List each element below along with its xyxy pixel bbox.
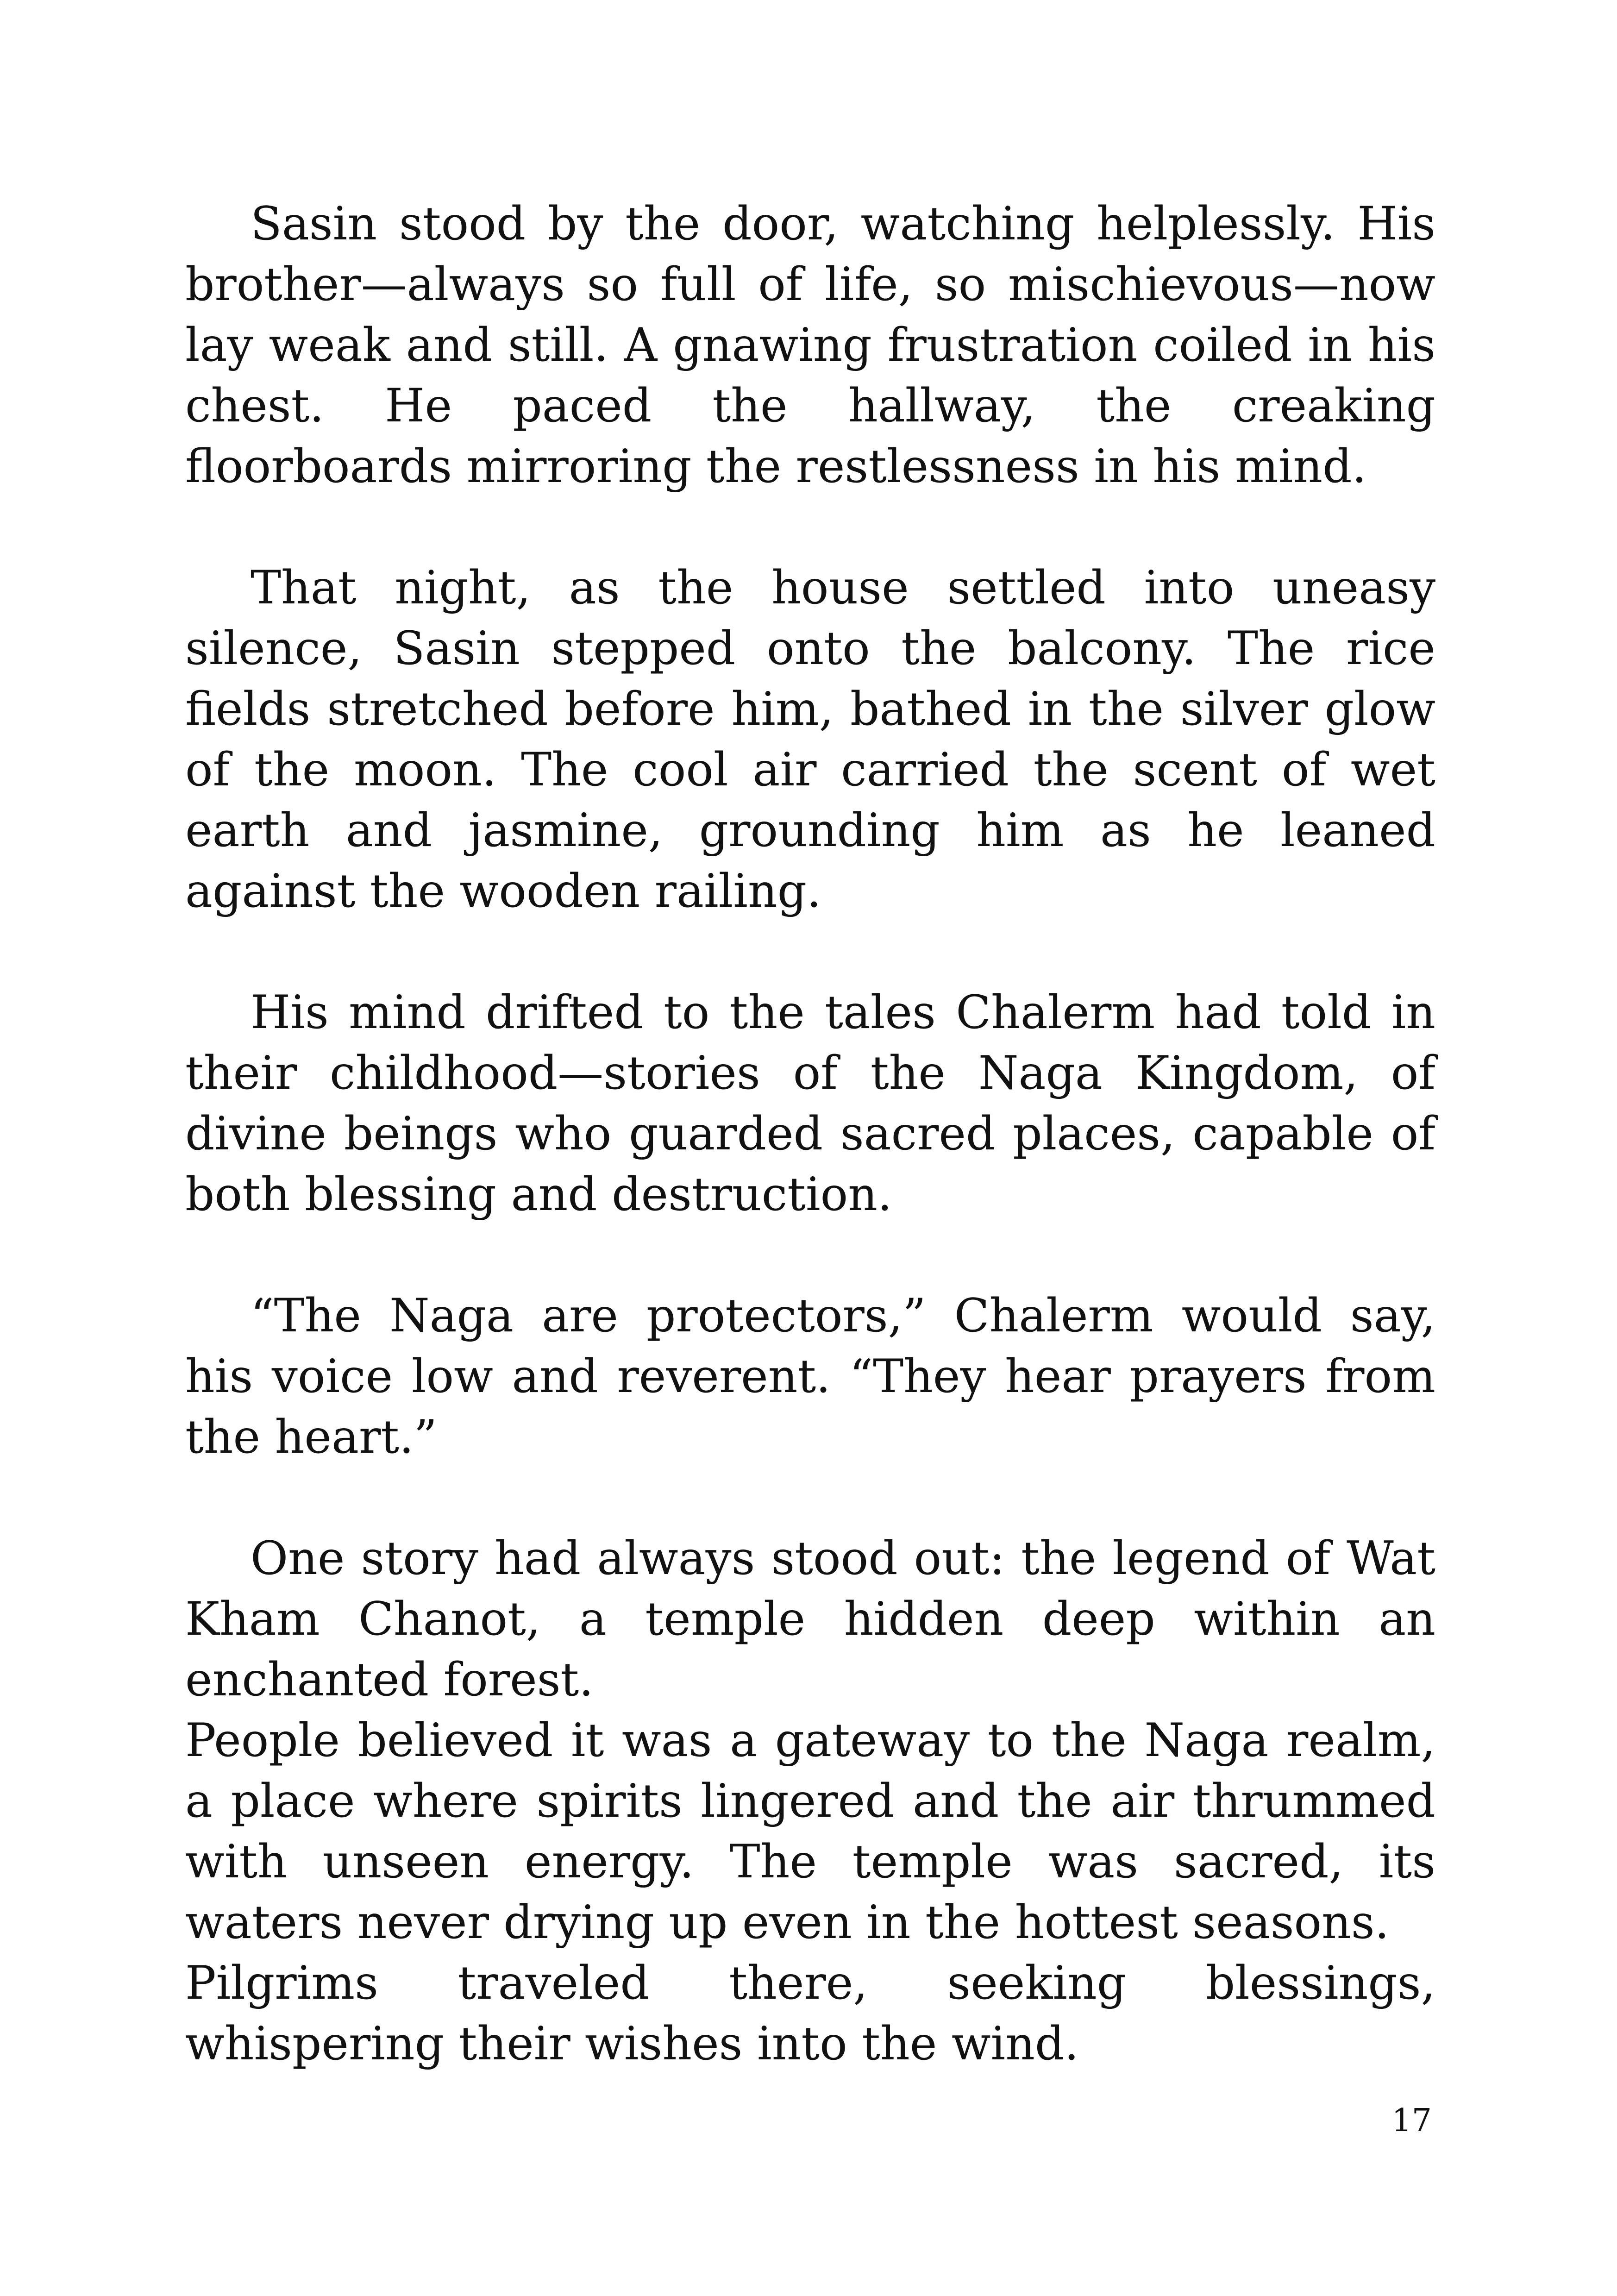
paragraph-2: That night, as the house settled into uneasy silence, Sasin stepped onto the balcony. The rice fields stretched before him, bathed in the silver glow of the moon. The cool air carried the scent of wet earth and jasmine, grounding him as he leaned against the wooden railing. (185, 561, 1435, 918)
paragraph-4: “The Naga are protectors,” Chalerm would say, his voice low and reverent. “They hear prayers from the heart.” (185, 1289, 1435, 1464)
paragraph-1: Sasin stood by the door, watching helplessly. His brother—always so full of life, so mischievous—now lay weak and still. A gnawing frustration coiled in his chest. He paced the hallway, the creaking floorboards mirroring the restlessness in his mind. (185, 197, 1435, 493)
paragraph-5: One story had always stood out: the legend of Wat Kham Chanot, a temple hidden deep within an enchanted forest. (185, 1532, 1435, 1706)
paragraph-3: His mind drifted to the tales Chalerm had told in their childhood—stories of the Naga Kingdom, of divine beings who guarded sacred places, capable of both blessing and destruction. (185, 986, 1435, 1221)
paragraph-7: Pilgrims traveled there, seeking blessings, whispering their wishes into the wind. (185, 1957, 1435, 2070)
paragraph-6: People believed it was a gateway to the Naga realm, a place where spirits lingered and the air thrummed with unseen energy. The temple was sacred, its waters never drying up even in the hottest seasons. (185, 1714, 1435, 1949)
body-text (185, 194, 1435, 2074)
page-number: 17 (1391, 2102, 1432, 2139)
